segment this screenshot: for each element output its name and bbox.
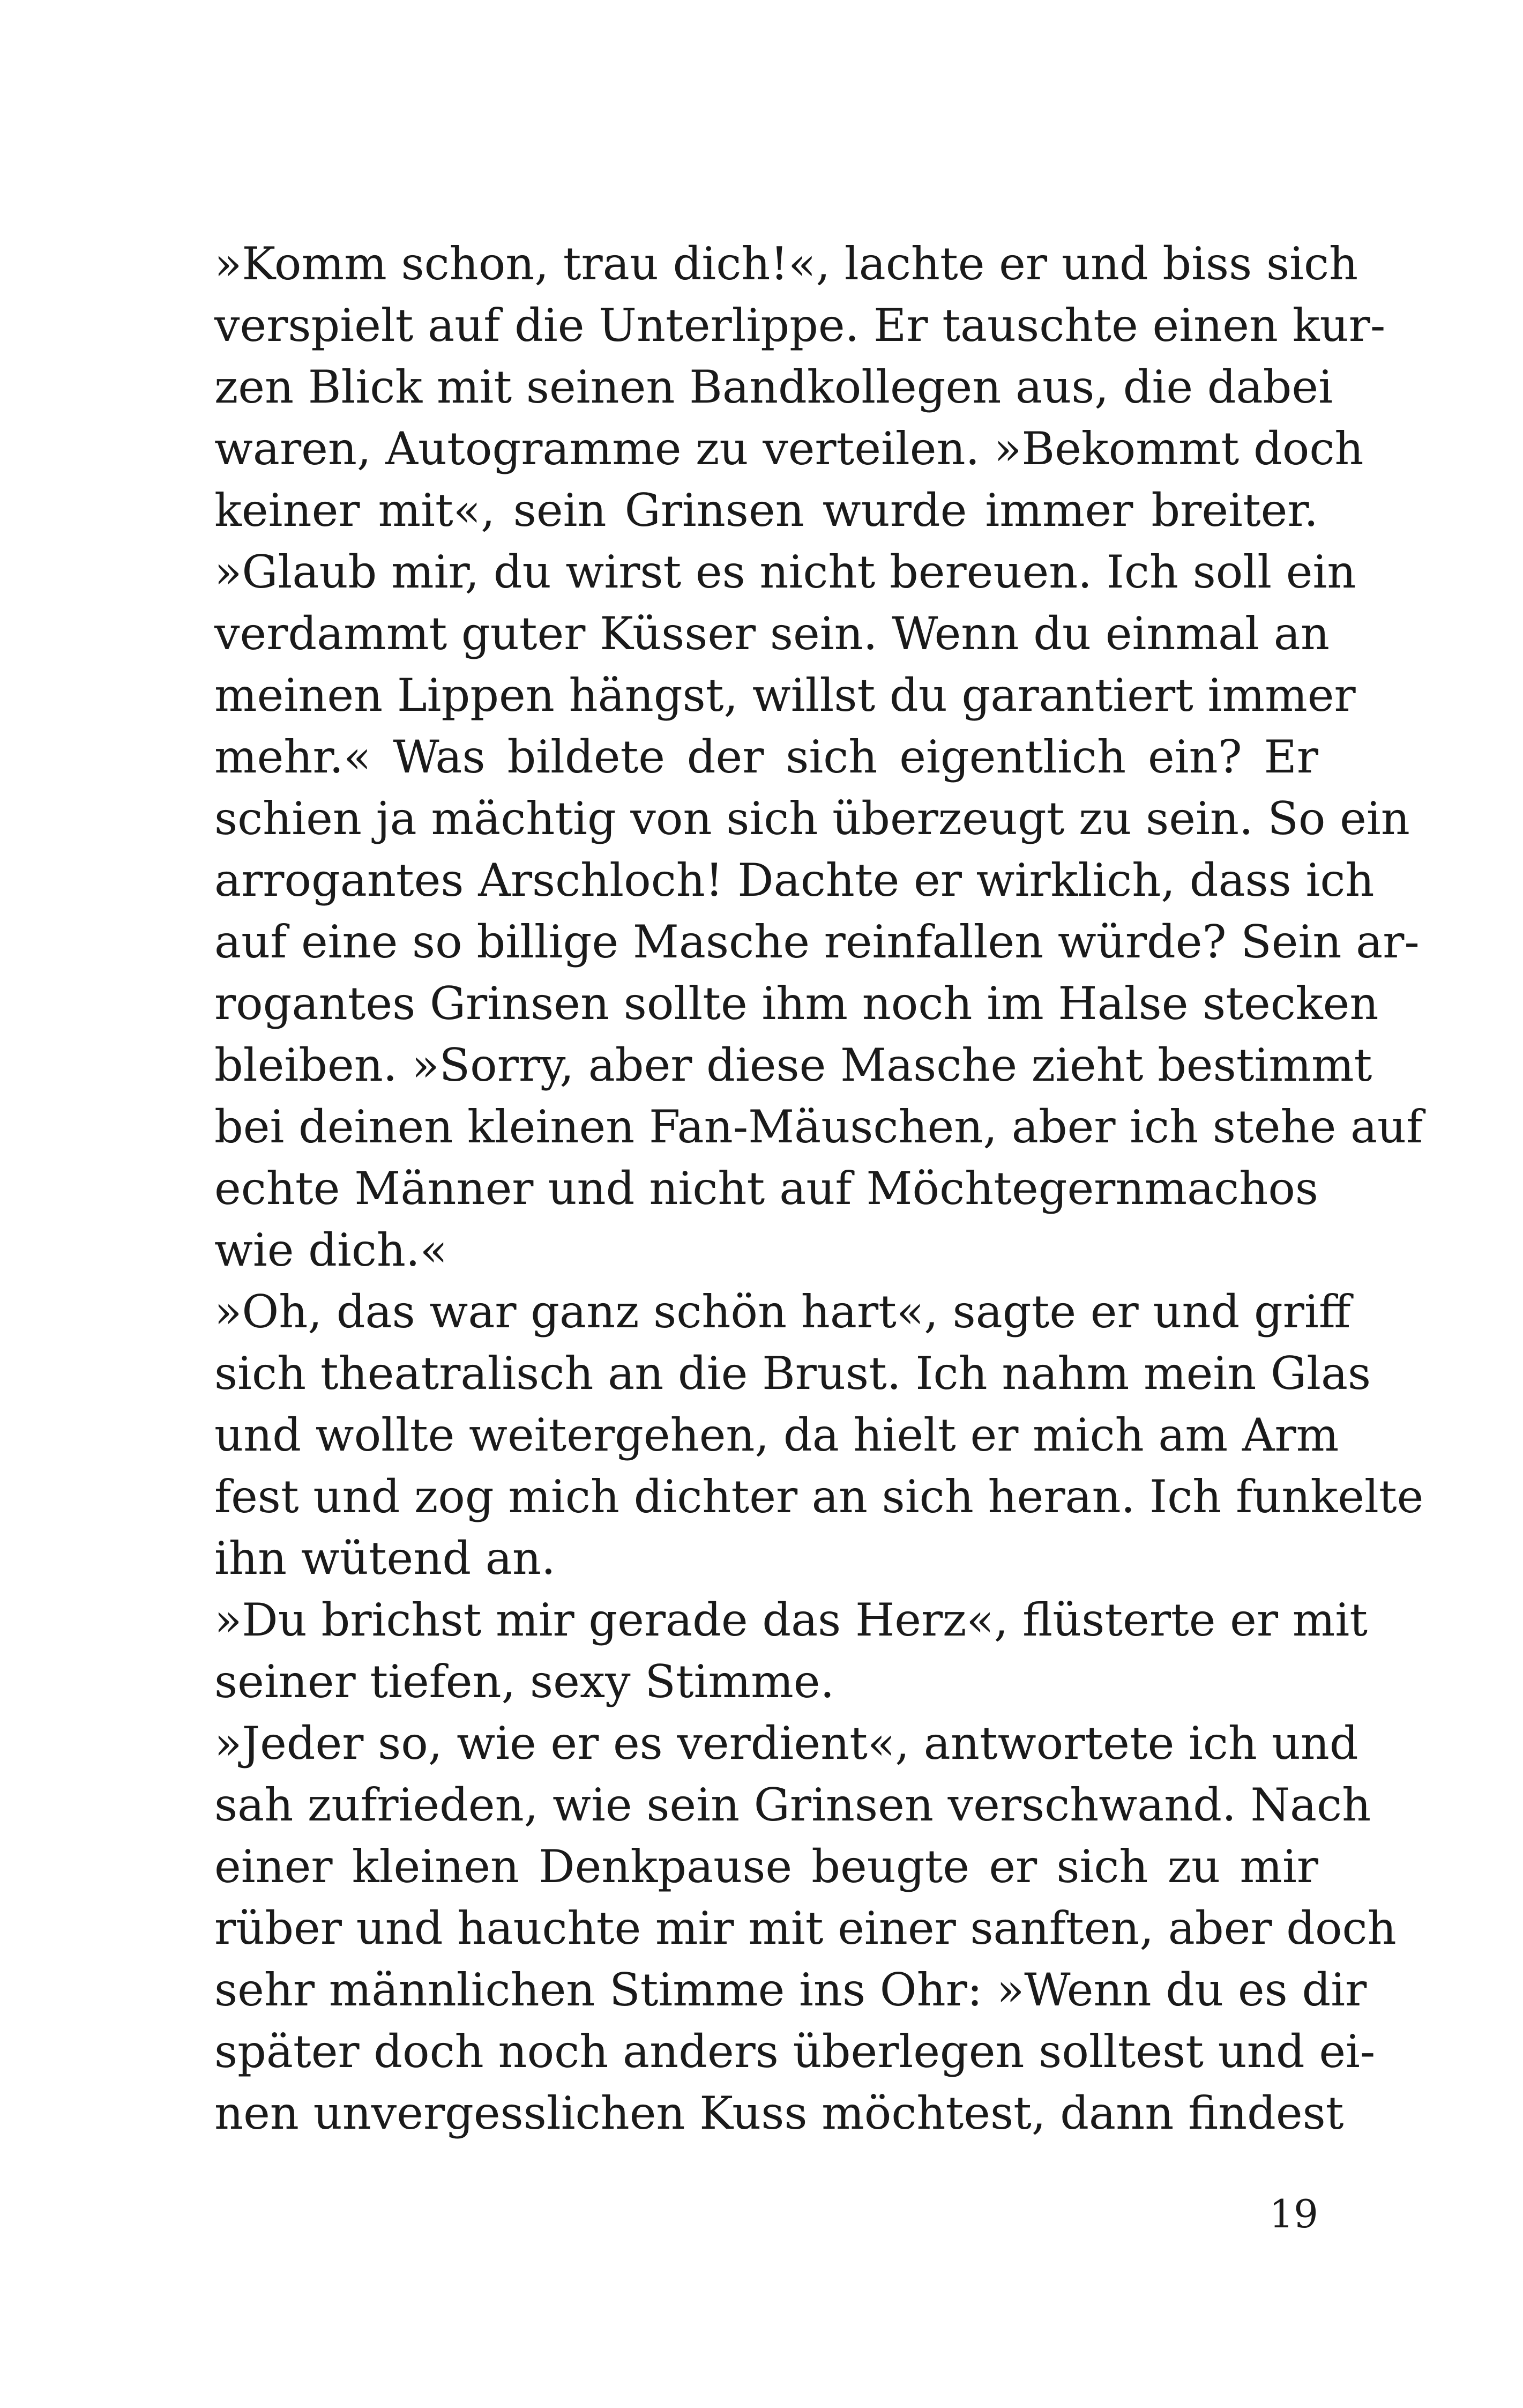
text-line: echte Männer und nicht auf Möchtegernmachos [214,1162,1318,1215]
text-line: arrogantes Arschloch! Dachte er wirklich, dass ich [214,854,1375,906]
text-line: verdammt guter Küsser sein. Wenn du einmal an [214,607,1330,660]
text-line: fest und zog mich dichter an sich heran. Ich funkelte [214,1470,1424,1523]
text-line: meinen Lippen hängst, willst du garantiert immer [214,669,1356,722]
text-line: mehr.« Was bildete der sich eigentlich ein? Er [214,731,1318,783]
text-line: sehr männlichen Stimme ins Ohr: »Wenn du es dir [214,1964,1367,2016]
text-line: keiner mit«, sein Grinsen wurde immer breiter. [214,484,1318,537]
text-line: »Oh, das war ganz schön hart«, sagte er und griff [214,1285,1351,1338]
text-line: einer kleinen Denkpause beugte er sich zu mir [214,1840,1318,1893]
text-line: sah zufrieden, wie sein Grinsen verschwand. Nach [214,1779,1371,1831]
text-line: später doch noch anders überlegen solltest und ei- [214,2025,1376,2078]
text-line: zen Blick mit seinen Bandkollegen aus, die dabei [214,361,1333,413]
text-line: »Du brichst mir gerade das Herz«, flüsterte er mit [214,1594,1368,1646]
text-line: schien ja mächtig von sich überzeugt zu sein. So ein [214,792,1410,845]
text-line: nen unvergesslichen Kuss möchtest, dann findest [214,2087,1344,2139]
text-line: sich theatralisch an die Brust. Ich nahm mein Glas [214,1347,1371,1400]
text-line: rogantes Grinsen sollte ihm noch im Halse stecken [214,977,1379,1030]
text-line: waren, Autogramme zu verteilen. »Bekommt doch [214,422,1364,475]
text-line: seiner tiefen, sexy Stimme. [214,1655,835,1708]
text-line: ihn wütend an. [214,1532,556,1585]
text-line: auf eine so billige Masche reinfallen würde? Sein ar- [214,916,1420,968]
page-number: 19 [1269,2191,1318,2236]
text-line: »Komm schon, trau dich!«, lachte er und biss sich [214,237,1358,290]
body-text [214,233,1424,2144]
text-line: und wollte weitergehen, da hielt er mich am Arm [214,1409,1339,1461]
text-line: verspielt auf die Unterlippe. Er tauschte einen kur- [214,299,1386,352]
text-line: »Glaub mir, du wirst es nicht bereuen. Ich soll ein [214,546,1356,598]
text-line: bleiben. »Sorry, aber diese Masche zieht bestimmt [214,1039,1372,1091]
text-line: wie dich.« [214,1224,448,1276]
text-line: bei deinen kleinen Fan-Mäuschen, aber ich stehe auf [214,1101,1423,1153]
text-line: »Jeder so, wie er es verdient«, antwortete ich und [214,1717,1358,1770]
text-line: rüber und hauchte mir mit einer sanften, aber doch [214,1902,1397,1954]
